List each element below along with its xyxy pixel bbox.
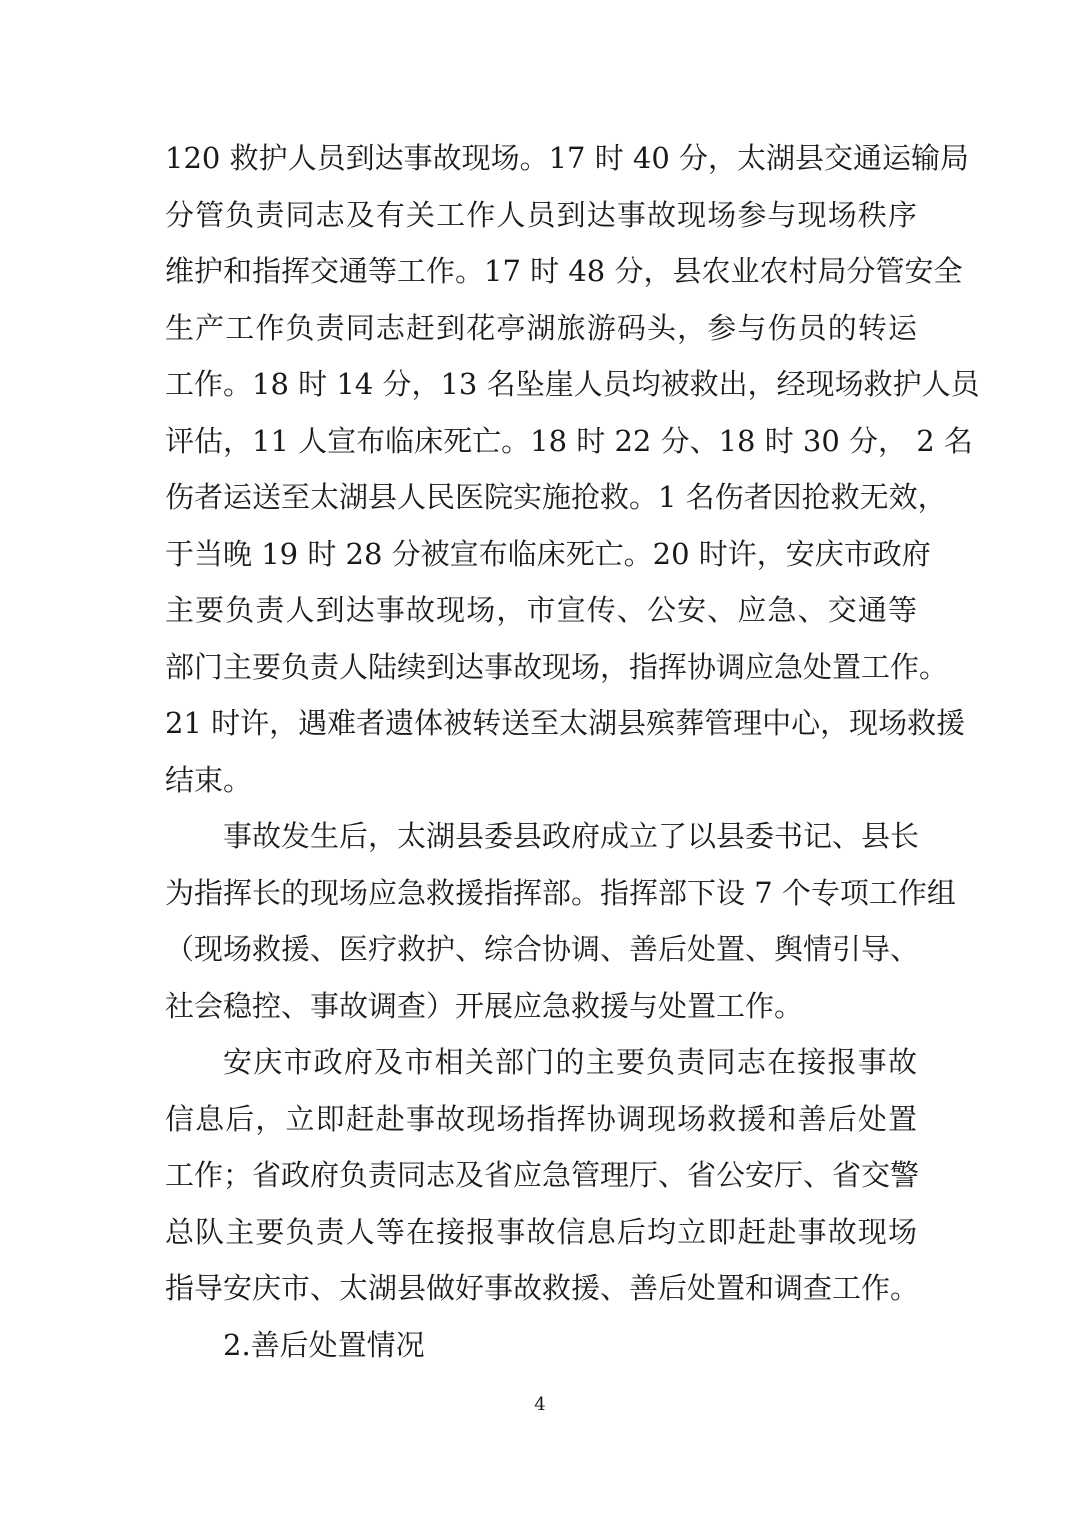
section-heading: 2.善后处置情况 [223, 1328, 425, 1362]
paragraph-3-line-4: 总队主要负责人等在接报事故信息后均立即赶赴事故现场 [165, 1215, 917, 1249]
paragraph-1-line-12: 结束。 [165, 763, 253, 797]
paragraph-1-line-2: 分管负责同志及有关工作人员到达事故现场参与现场秩序 [165, 198, 917, 232]
paragraph-3-line-3: 工作；省政府负责同志及省应急管理厅、省公安厅、省交警 [165, 1158, 920, 1192]
paragraph-1-line-7: 伤者运送至太湖县人民医院实施抢救。1 名伤者因抢救无效， [165, 480, 947, 514]
paragraph-1-line-10: 部门主要负责人陆续到达事故现场，指挥协调应急处置工作。 [165, 650, 949, 684]
paragraph-2-line-1: 事故发生后，太湖县委县政府成立了以县委书记、县长 [223, 819, 920, 853]
paragraph-1-line-9: 主要负责人到达事故现场，市宣传、公安、应急、交通等 [165, 593, 917, 627]
paragraph-3-line-2: 信息后，立即赶赴事故现场指挥协调现场救援和善后处置 [165, 1102, 917, 1136]
paragraph-2-line-3: （现场救援、医疗救护、综合协调、善后处置、舆情引导、 [165, 932, 920, 966]
paragraph-1-line-11: 21 时许，遇难者遗体被转送至太湖县殡葬管理中心，现场救援 [165, 706, 966, 740]
paragraph-1-line-6: 评估，11 人宣布临床死亡。18 时 22 分、18 时 30 分， 2 名 [165, 424, 973, 458]
paragraph-1-line-5: 工作。18 时 14 分，13 名坠崖人员均被救出，经现场救护人员 [165, 367, 980, 401]
paragraph-2-line-4: 社会稳控、事故调查）开展应急救援与处置工作。 [165, 989, 804, 1023]
paragraph-1-line-1: 120 救护人员到达事故现场。17 时 40 分，太湖县交通运输局 [165, 141, 970, 175]
paragraph-1-line-3: 维护和指挥交通等工作。17 时 48 分，县农业农村局分管安全 [165, 254, 963, 288]
paragraph-3-line-1: 安庆市政府及市相关部门的主要负责同志在接报事故 [223, 1045, 917, 1079]
paragraph-1-line-4: 生产工作负责同志赶到花亭湖旅游码头，参与伤员的转运 [165, 311, 917, 345]
page-number: 4 [534, 1394, 546, 1415]
paragraph-3-line-5: 指导安庆市、太湖县做好事故救援、善后处置和调查工作。 [165, 1271, 920, 1305]
paragraph-2-line-2: 为指挥长的现场应急救援指挥部。指挥部下设 7 个专项工作组 [165, 876, 956, 910]
paragraph-1-line-8: 于当晚 19 时 28 分被宣布临床死亡。20 时许，安庆市政府 [165, 537, 931, 571]
